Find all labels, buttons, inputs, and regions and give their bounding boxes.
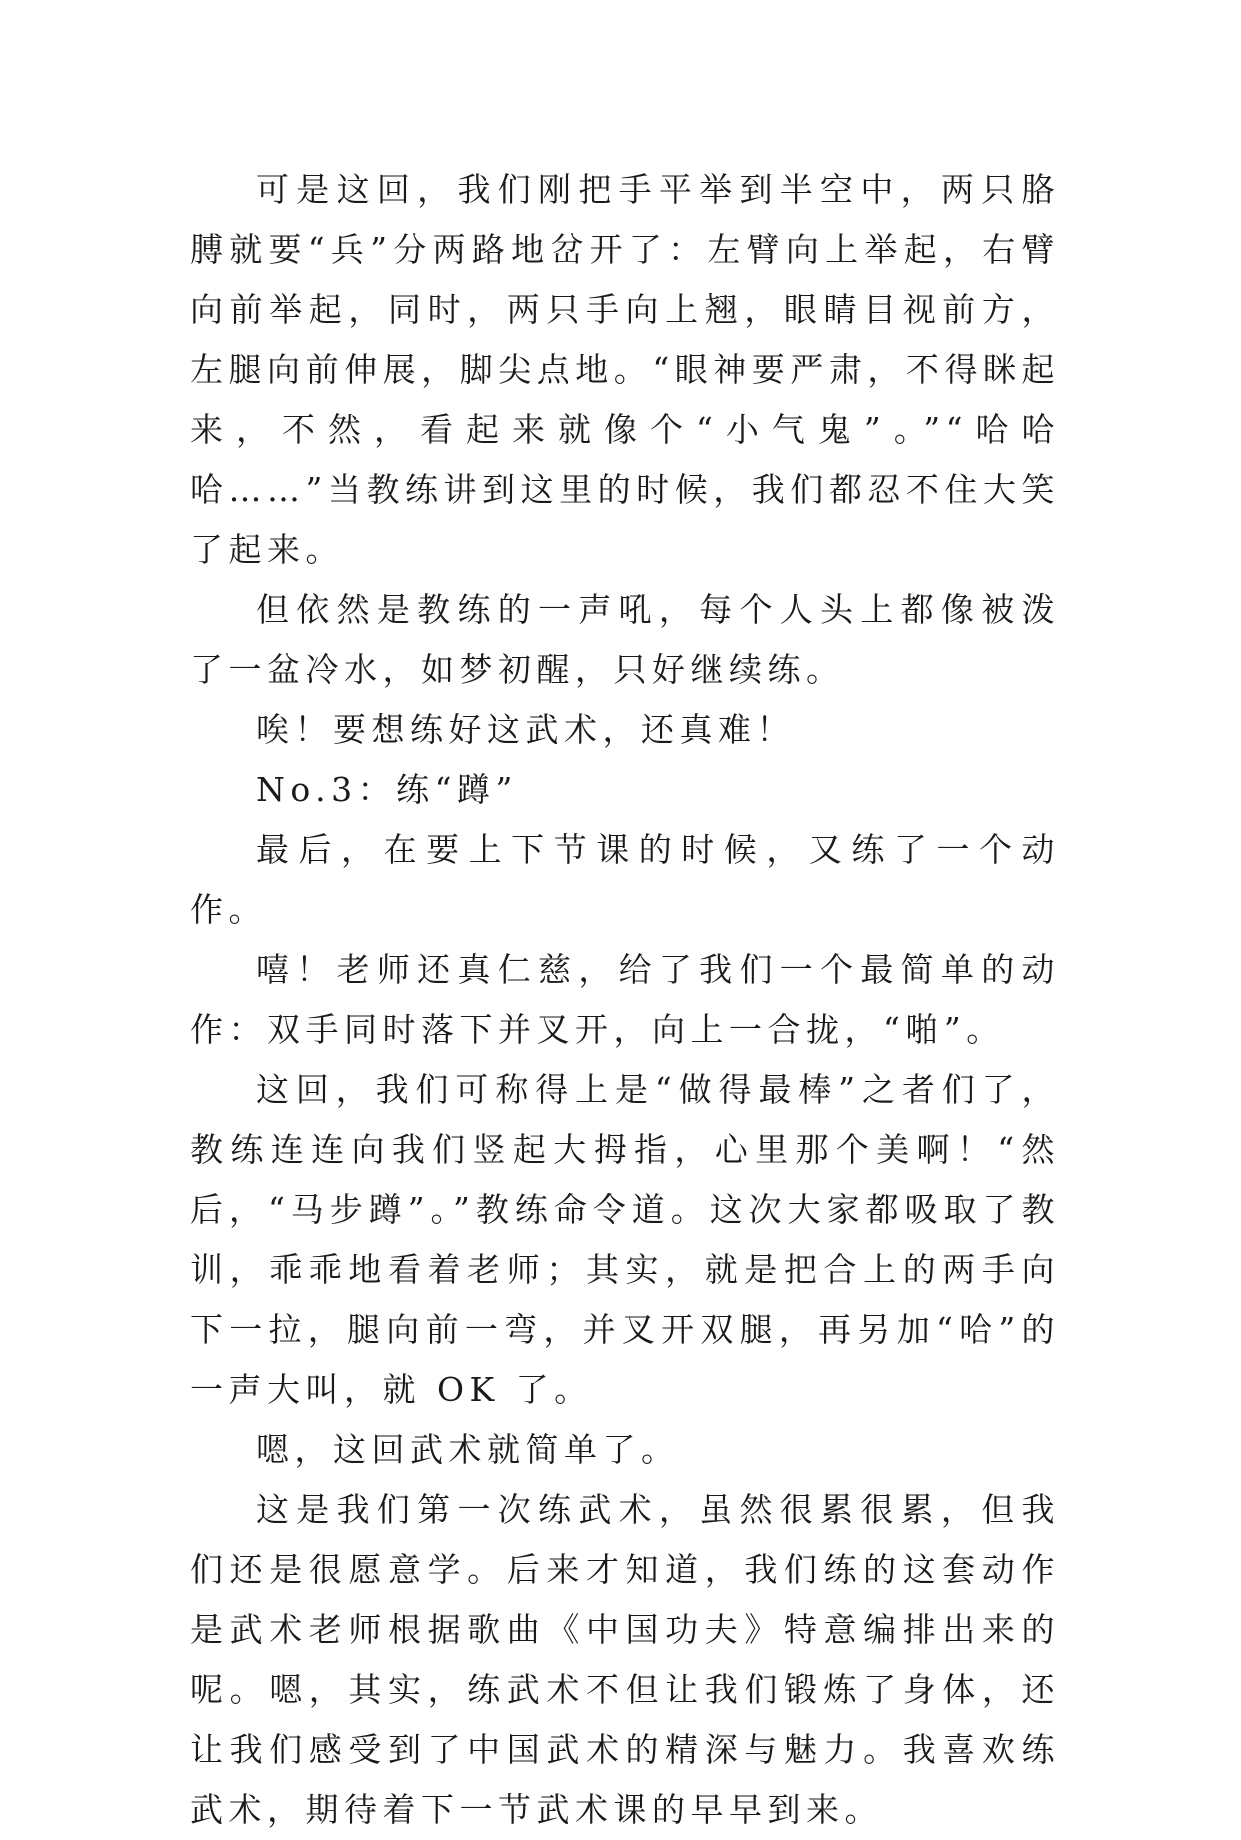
- paragraph: 嘻！老师还真仁慈，给了我们一个最简单的动作：双手同时落下并叉开，向上一合拢，“啪”。: [190, 950, 1060, 1049]
- paragraph: 嗯，这回武术就简单了。: [256, 1430, 680, 1469]
- paragraph: 这回，我们可称得上是“做得最棒”之者们了，教练连连向我们竖起大拇指，心里那个美啊！“然后，“马步蹲”。”教练命令道。这次大家都吸取了教训，乖乖地看着老师；其实，就是把合上的两手向下一拉，腿向前一弯，并叉开双腿，再另加“哈”的一声大叫，就 OK 了。: [190, 1070, 1060, 1409]
- paragraph: 但依然是教练的一声吼，每个人头上都像被泼了一盆冷水，如梦初醒，只好继续练。: [190, 590, 1060, 689]
- paragraph: 最后，在要上下节课的时候，又练了一个动作。: [190, 830, 1060, 929]
- paragraph: 这是我们第一次练武术，虽然很累很累，但我们还是很愿意学。后来才知道，我们练的这套动作是武术老师根据歌曲《中国功夫》特意编排出来的呢。嗯，其实，练武术不但让我们锻炼了身体，还让我们感受到了中国武术的精深与魅力。我喜欢练武术，期待着下一节武术课的早早到来。: [190, 1490, 1060, 1829]
- section-heading: No.3：练“蹲”: [256, 770, 518, 809]
- paragraph: 可是这回，我们刚把手平举到半空中，两只胳膊就要“兵”分两路地岔开了：左臂向上举起，右臂向前举起，同时，两只手向上翘，眼睛目视前方，左腿向前伸展，脚尖点地。“眼神要严肃，不得眯起来，不然，看起来就像个“小气鬼”。”“哈哈哈……”当教练讲到这里的时候，我们都忍不住大笑了起来。: [190, 170, 1060, 569]
- paragraph: 唉！要想练好这武术，还真难！: [256, 710, 795, 749]
- document-page: [190, 160, 1060, 1840]
